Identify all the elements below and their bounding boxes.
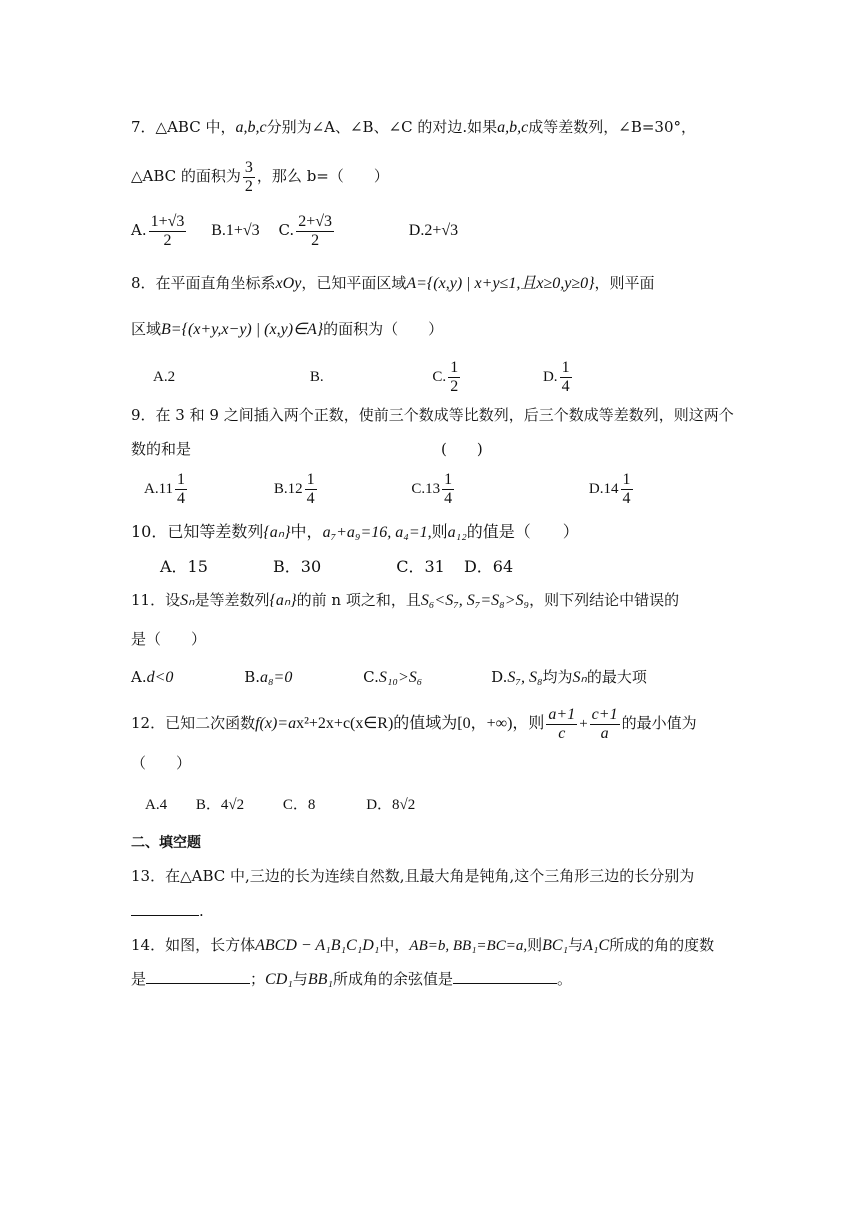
q7-text: △ABC 的面积为 xyxy=(131,167,241,185)
q10-option-a: A．15 xyxy=(160,557,208,576)
q12-fraction-2: $\frac{c+1}{a}$ xyxy=(591,705,618,742)
q7-text: 成等差数列，∠B=30°， xyxy=(528,118,697,136)
q13-answer-blank[interactable] xyxy=(131,901,199,916)
q11-option-c-label: C. xyxy=(363,668,379,686)
q9-line2 xyxy=(131,438,483,460)
q11-option-d: S₇, S₈ xyxy=(507,669,543,686)
q14-bc1: BC₁ xyxy=(542,937,569,954)
q12-option-c: C．8 xyxy=(282,797,316,813)
q11-sn: Sₙ xyxy=(180,592,195,609)
q14-answer-blank-2[interactable] xyxy=(453,969,557,984)
q8-text: 区域 xyxy=(131,320,162,338)
q10-text: 则 xyxy=(431,522,448,541)
q11-option-a: d<0 xyxy=(146,669,174,686)
q8-text: ，则平面 xyxy=(594,274,655,292)
q12-option-b: B．4√2 xyxy=(195,797,245,813)
q7-vars: a,b,c xyxy=(497,119,529,136)
q9-line1: 9．在 3 和 9 之间插入两个正数，使前三个数成等比数列，后三个数成等差数列，则这两个 xyxy=(131,406,734,424)
q7-text: ，那么 b=（ ） xyxy=(256,167,389,185)
q10-option-d: D．64 xyxy=(463,557,514,576)
q10-line1 xyxy=(131,521,579,544)
q7-option-a-label: A. xyxy=(131,221,147,239)
q8-text: ，已知平面区域 xyxy=(301,274,407,292)
q13-line1: 13．在△ABC 中,三边的长为连续自然数,且最大角是钝角,这个三角形三边的长分别为 xyxy=(131,867,695,885)
q9-bracket: ( ) xyxy=(441,440,483,458)
q12-function: f(x)=a xyxy=(255,715,297,732)
q11-text: 的最大项 xyxy=(586,668,647,686)
q11-text: 的前 n 项之和，且 xyxy=(296,591,421,609)
q14-condition: AB=b, BB₁=BC=a, xyxy=(409,938,528,954)
q10-text: 中， xyxy=(290,522,323,541)
q9-option-c: C.13 xyxy=(411,481,441,497)
q8-text: 的面积为（ ） xyxy=(323,320,444,338)
q11-option-a-label: A. xyxy=(131,668,147,686)
q7-line1 xyxy=(131,116,696,139)
q8-text: 8．在平面直角坐标系 xyxy=(131,274,276,292)
q8-option-a: A.2 xyxy=(153,369,176,385)
q10-condition: a₇+a₉=16, a₄=1, xyxy=(322,524,432,541)
q14-text: 14．如图，长方体 xyxy=(131,936,256,954)
q7-options xyxy=(131,210,458,251)
q12-line2: （ ） xyxy=(131,754,192,772)
q11-sn: Sₙ xyxy=(572,669,587,686)
q12-fraction-1: $\frac{a+1}{c}$ xyxy=(548,705,576,742)
q11-text: ，则下列结论中错误的 xyxy=(529,591,680,609)
q8-set-b: B={(x+y,x−y) | (x,y)∈A} xyxy=(161,321,324,338)
q14-bb1: BB₁ xyxy=(307,971,333,988)
q9-options: A.11 $\frac{1}{4}$ B.12 $\frac{1}{4}$ C.13 $\frac{1}{4}$ D.14 $\frac{1}{4}$ xyxy=(144,470,631,507)
q8-line2 xyxy=(131,318,443,341)
q8-option-b: B. xyxy=(309,369,324,385)
q14-text: 中， xyxy=(379,936,410,954)
q14-text: 所成的角的度数 xyxy=(609,936,715,954)
q7-line2 xyxy=(131,156,389,196)
q12-option-a: A.4 xyxy=(145,797,168,813)
q8-options xyxy=(153,356,574,397)
q9-text: 数的和是 xyxy=(131,440,192,458)
q11-option-d-label: D. xyxy=(491,668,508,686)
q7-text: 7．△ABC 中， xyxy=(131,118,236,136)
q10-options xyxy=(160,556,513,578)
q7-option-b: B.1+√3 xyxy=(211,222,260,239)
q8-line1 xyxy=(131,272,655,295)
q7-fraction: $\frac{3}{2}$ xyxy=(244,158,253,195)
q10-seq: {aₙ} xyxy=(263,524,291,541)
q14-a1c: A₁C xyxy=(583,937,610,954)
q11-text: 11．设 xyxy=(131,591,181,609)
q7-option-c: $\frac{2+√3}{2}$ xyxy=(298,212,332,249)
q10-option-c: C．31 xyxy=(396,557,445,576)
q11-option-b: a₈=0 xyxy=(259,669,293,686)
q8-xoy: xOy xyxy=(275,275,302,292)
q14-text: 所成角的余弦值是 xyxy=(332,970,453,988)
q14-text: 与 xyxy=(568,936,584,954)
q11-text: 是等差数列 xyxy=(194,591,270,609)
q8-option-c: $\frac{1}{2}$ xyxy=(450,358,459,395)
q14-line1 xyxy=(131,934,714,957)
q11-seq: {aₙ} xyxy=(269,592,297,609)
q10-text: 10．已知等差数列 xyxy=(131,522,264,541)
q11-options xyxy=(131,666,647,689)
q12-line1 xyxy=(131,702,697,745)
q7-option-c-label: C. xyxy=(278,221,295,239)
q10-text: 的值是（ ） xyxy=(466,522,579,541)
q14-answer-blank-1[interactable] xyxy=(146,969,250,984)
q9-option-a: A.11 xyxy=(144,481,174,497)
q14-text: 与 xyxy=(292,970,308,988)
q8-option-c-label: C. xyxy=(432,369,447,385)
section-title: 二、填空题 xyxy=(131,835,201,851)
q8-option-d-label: D. xyxy=(542,369,558,385)
q14-text: 是 xyxy=(131,970,147,988)
q12-plus: + xyxy=(579,716,588,732)
q8-set-a: A={(x,y) | x+y≤1,且x≥0,y≥0} xyxy=(406,275,595,292)
q10-a12: a₁₂ xyxy=(447,524,467,541)
q11-condition: S₆<S₇, S₇=S₈>S₉ xyxy=(420,592,530,609)
q12-text: x²+2x+c(x∈R)的值域为[0，+∞)，则 xyxy=(296,715,545,732)
q7-option-a: $\frac{1+√3}{2}$ xyxy=(150,212,185,249)
q12-options xyxy=(145,793,415,816)
q13-line2 xyxy=(131,900,204,922)
q12-text: 12．已知二次函数 xyxy=(131,714,256,732)
q14-solid: ABCD − A₁B₁C₁D₁ xyxy=(255,937,380,954)
q14-text: 。 xyxy=(556,970,572,988)
q11-text: 均为 xyxy=(542,668,573,686)
q7-vars: a,b,c xyxy=(235,119,267,136)
q14-line2 xyxy=(131,968,572,991)
q11-line2: 是（ ） xyxy=(131,630,207,648)
q11-option-c: S₁₀>S₆ xyxy=(378,669,423,686)
q14-cd1: CD₁ xyxy=(265,971,293,988)
q7-text: 分别为∠A、∠B、∠C 的对边.如果 xyxy=(266,118,498,136)
q14-text: 则 xyxy=(527,936,543,954)
q9-option-b: B.12 xyxy=(273,481,303,497)
q10-option-b: B．30 xyxy=(273,557,322,576)
q8-option-d: $\frac{1}{4}$ xyxy=(561,358,570,395)
q12-text: 的最小值为 xyxy=(621,714,697,732)
q7-option-d: D.2+√3 xyxy=(408,222,459,239)
q13-text: . xyxy=(199,902,204,920)
q14-text: ； xyxy=(250,970,266,988)
q11-option-b-label: B. xyxy=(244,668,260,686)
q11-line1 xyxy=(131,589,679,612)
q12-option-d: D．8√2 xyxy=(366,797,416,813)
q9-option-d: D.14 xyxy=(588,481,619,497)
